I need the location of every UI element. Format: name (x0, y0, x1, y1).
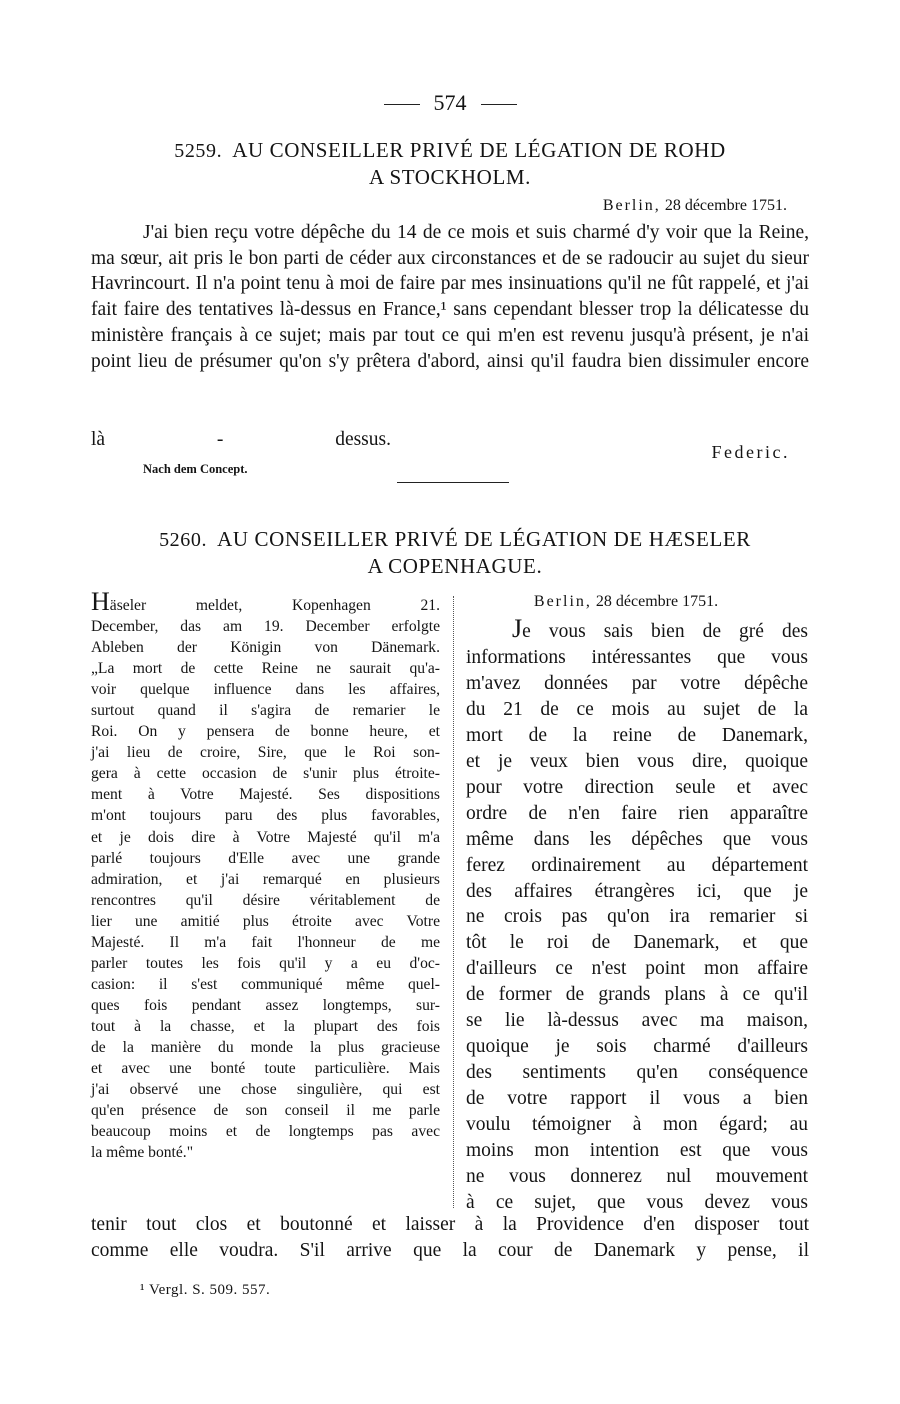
letter1-source-note: Nach dem Concept. (143, 462, 248, 476)
reply-line: ne crois pas qu'on ira remarier si (466, 906, 808, 928)
reply-line: de votre rapport il vous a bien (466, 1088, 808, 1110)
continuation-line: comme elle voudra. S'il arrive que la cour de Danemark y pense, il (91, 1239, 809, 1261)
letter2-summary-lines (91, 587, 440, 1163)
reply-line: d'ailleurs ce n'est point mon affaire (466, 958, 808, 980)
summary-line: gera à cette occasion de s'unir plus étroite- (91, 765, 440, 783)
page-number (0, 90, 900, 116)
reply-initial: J (512, 614, 523, 643)
continuation-line: tenir tout clos et boutonné et laisser à la Providence d'en disposer tout (91, 1214, 809, 1235)
letter2-continuation (91, 1212, 809, 1263)
letter2-continuation-lines (91, 1212, 809, 1263)
reply-line: informations intéressantes que vous (466, 646, 808, 668)
reply-line: et je veux bien vous dire, quoique (466, 750, 808, 772)
reply-first-line-rest: e vous sais bien de gré des (522, 621, 808, 642)
reply-line: des affaires étrangères ici, que je (466, 880, 808, 902)
reply-line: à ce sujet, que vous devez vous (466, 1191, 808, 1213)
summary-line: „La mort de cette Reine ne saurait qu'a- (91, 660, 440, 678)
summary-line: et avec une bonté toute particulière. Mais (91, 1060, 440, 1078)
reply-line: ne vous donnerez nul mouvement (466, 1166, 808, 1188)
summary-line: j'ai lieu de croire, Sire, que le Roi son- (91, 744, 440, 762)
summary-line: lier une amitié plus étroite avec Votre (91, 912, 440, 930)
letter1-title-line1: AU CONSEILLER PRIVÉ DE LÉGATION DE ROHD (232, 138, 726, 162)
summary-line: rencontres qu'il désire véritablement de (91, 891, 440, 909)
reply-line: des sentiments qu'en conséquence (466, 1062, 808, 1084)
summary-line: parler toutes les fois qu'il y a eu d'oc- (91, 954, 440, 972)
letter2-date-rest: 28 décembre 1751. (595, 593, 719, 610)
column-separator (453, 596, 454, 1208)
reply-line (466, 616, 808, 645)
letter1-body (91, 220, 809, 374)
letter2-dateline (466, 593, 786, 611)
letter1-title-line2: A STOCKHOLM. (368, 165, 531, 189)
letter2-title-line2: A COPENHAGUE. (367, 554, 543, 578)
letter2-heading (95, 526, 815, 579)
summary-initial: H (91, 587, 110, 616)
reply-line: ferez ordinairement au département (466, 854, 808, 876)
reply-line: moins mon intention est que vous (466, 1140, 808, 1162)
footnote: ¹ Vergl. S. 509. 557. (140, 1282, 271, 1298)
reply-line: ordre de n'en faire rien apparaître (466, 802, 808, 824)
summary-line (91, 587, 440, 616)
reply-line: pour votre direction seule et avec (466, 776, 808, 798)
letter2-date-place: Berlin, (533, 593, 592, 610)
page-number-text: 574 (433, 90, 467, 115)
letter1-heading (95, 137, 805, 190)
reply-line: de former de grands plans à ce qu'il (466, 984, 808, 1006)
letter2-summary (91, 587, 440, 1163)
letter1-body-last: là - dessus. (91, 429, 391, 450)
reply-line: tôt le roi de Danemark, et que (466, 932, 808, 954)
letter2-reply-lines (466, 616, 808, 1216)
letter1-signature: Federic. (711, 442, 790, 462)
page-number-dash-right (481, 104, 517, 105)
letter1-date-rest: 28 décembre 1751. (664, 197, 787, 214)
letter1-date-place: Berlin, (602, 197, 661, 214)
summary-line: parlé toujours d'Elle avec une grande (91, 849, 440, 867)
summary-line: admiration, et j'ai remarqué en plusieurs (91, 870, 440, 888)
summary-line: December, das am 19. December erfolgte (91, 618, 440, 636)
reply-line: mort de la reine de Danemark, (466, 724, 808, 746)
reply-line: du 21 de ce mois au sujet de la (466, 698, 808, 720)
summary-first-line-rest: äseler meldet, Kopenhagen 21. (109, 597, 440, 614)
reply-line: voulu témoigner à mon égard; au (466, 1114, 808, 1136)
summary-line: qu'en présence de son conseil il me parle (91, 1102, 440, 1120)
summary-line: voir quelque influence dans les affaires, (91, 681, 440, 699)
reply-line: quoique je sois charmé d'ailleurs (466, 1036, 808, 1058)
reply-line: se lie là-dessus avec ma maison, (466, 1010, 808, 1032)
summary-line: Ableben der Königin von Dänemark. (91, 639, 440, 657)
summary-line: tout à la chasse, et la plupart des fois (91, 1017, 440, 1035)
summary-line: j'ai observé une chose singulière, qui est (91, 1081, 440, 1099)
letter1-number: 5259. (174, 140, 223, 162)
summary-line: la même bonté." (91, 1144, 194, 1162)
page-number-dash-left (384, 104, 420, 105)
summary-line: surtout quand il s'agira de remarier le (91, 702, 440, 720)
letter1-dateline (400, 197, 787, 215)
letter1-heading-line1 (95, 137, 805, 164)
section-divider (397, 482, 509, 483)
reply-line: m'avez données par votre dépêche (466, 672, 808, 694)
letter2-number: 5260. (159, 529, 208, 551)
letter2-heading-line1 (95, 526, 815, 553)
summary-line: Majesté. Il m'a fait l'honneur de me (91, 933, 440, 951)
summary-line: ment à Votre Majesté. Ses dispositions (91, 786, 440, 804)
summary-line: ques fois pendant assez longtemps, sur- (91, 996, 440, 1014)
reply-line: même dans les dépêches que vous (466, 828, 808, 850)
letter2-reply (466, 616, 808, 1216)
summary-line: Roi. On y pensera de bonne heure, et (91, 723, 440, 741)
letter1-body-text: J'ai bien reçu votre dépêche du 14 de ce mois et suis charmé d'y voir que la Reine, ma sœur, ait pris le bon parti de céder aux circonstances et de se radoucir au sujet du sieur Havrincourt. Il n'a point tenu à moi de faire par mes insinuations qu'il ne fût rappelé, et j'ai fait faire des tentatives là-dessus en France,¹ sans cependant blesser trop la délicatesse du ministère français à ce sujet; mais par tout ce qui m'en est revenu jusqu'à présent, je n'ai point lieu de présumer qu'on s'y prêtera d'abord, ainsi qu'il faudra bien dissimuler encore (91, 222, 809, 372)
summary-line: casion: il s'est communiqué même quel- (91, 975, 440, 993)
summary-line: de la manière du monde la plus gracieuse (91, 1038, 440, 1056)
summary-line: et je dois dire à Votre Majesté qu'il m'a (91, 828, 440, 846)
letter2-title-line1: AU CONSEILLER PRIVÉ DE LÉGATION DE HÆSELER (217, 527, 751, 551)
summary-line: beaucoup moins et de longtemps pas avec (91, 1123, 440, 1141)
summary-line: m'ont toujours paru des plus favorables, (91, 807, 440, 825)
